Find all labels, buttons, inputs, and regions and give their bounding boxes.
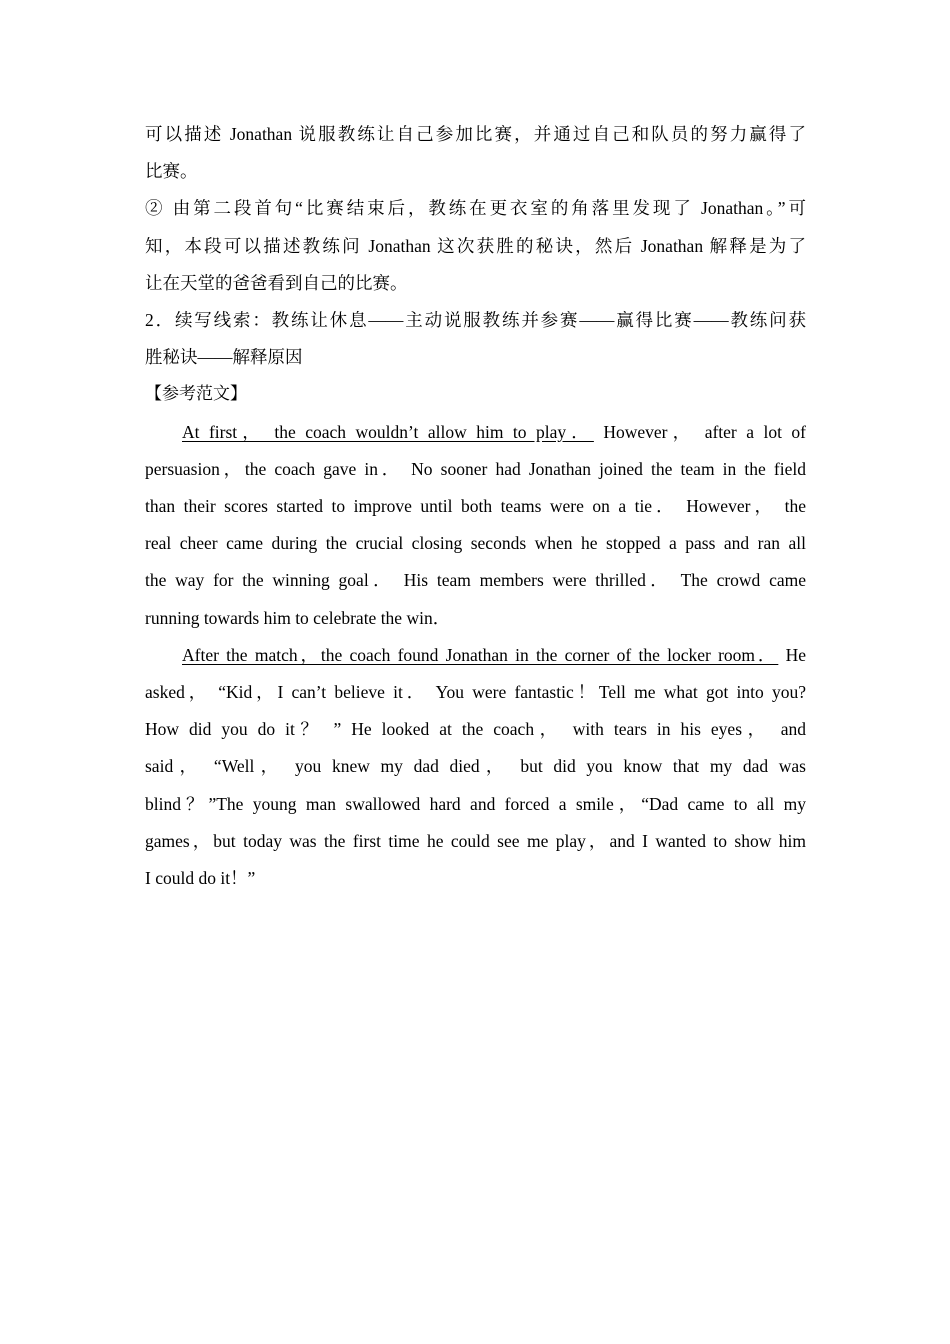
paragraph-line: I could do it！” <box>145 868 256 889</box>
paragraph-line: the way for the winning goal． His team members were thrilled． The crowd came <box>145 570 806 591</box>
reference-paragraph-2 <box>145 637 806 897</box>
analysis-line: ② 由第二段首句“比赛结束后，教练在更衣室的角落里发现了 Jonathan。”可 <box>145 198 806 219</box>
analysis-line: 可以描述 Jonathan 说服教练让自己参加比赛，并通过自己和队员的努力赢得了 <box>145 124 806 144</box>
analysis-line: 胜秘诀——解释原因 <box>145 347 303 368</box>
analysis-line: 让在天堂的爸爸看到自己的比赛。 <box>145 272 408 293</box>
underlined-opening-sentence: After the match，the coach found Jonathan in the corner of the locker room． <box>182 644 779 665</box>
paragraph-line: real cheer came during the crucial closing seconds when he stopped a pass and ran all <box>145 533 806 554</box>
analysis-line: 比赛。 <box>145 161 198 182</box>
paragraph-line: asked， “Kid，I can’t believe it． You were fantastic！Tell me what got into you? <box>145 682 806 703</box>
text-run: However， after a lot of <box>603 421 807 442</box>
reference-paragraph-1 <box>145 414 806 637</box>
paragraph-line: running towards him to celebrate the win． <box>145 607 451 628</box>
paragraph-line: blind？”The young man swallowed hard and forced a smile，“Dad came to all my <box>145 793 806 814</box>
paragraph-first-line <box>145 414 806 451</box>
paragraph-line: persuasion，the coach gave in． No sooner had Jonathan joined the team in the field <box>145 458 806 479</box>
reference-heading: 【参考范文】 <box>145 384 247 405</box>
document-page <box>145 116 806 897</box>
analysis-line: 2．续写线索：教练让休息——主动说服教练并参赛——赢得比赛——教练问获 <box>145 310 806 331</box>
paragraph-line: games，but today was the first time he could see me play，and I wanted to show him <box>145 830 806 851</box>
paragraph-line: said， “Well， you knew my dad died， but did you know that my dad was <box>145 756 806 777</box>
text-run: He <box>785 644 806 665</box>
paragraph-line: How did you do it？ ” He looked at the coach， with tears in his eyes， and <box>145 719 806 740</box>
underlined-opening-sentence: At first， the coach wouldn’t allow him to play． <box>182 421 594 442</box>
paragraph-line: than their scores started to improve until both teams were on a tie． However， the <box>145 496 806 517</box>
analysis-line: 知，本段可以描述教练问 Jonathan 这次获胜的秘诀，然后 Jonathan 解释是为了 <box>145 235 806 256</box>
paragraph-first-line <box>145 637 806 674</box>
